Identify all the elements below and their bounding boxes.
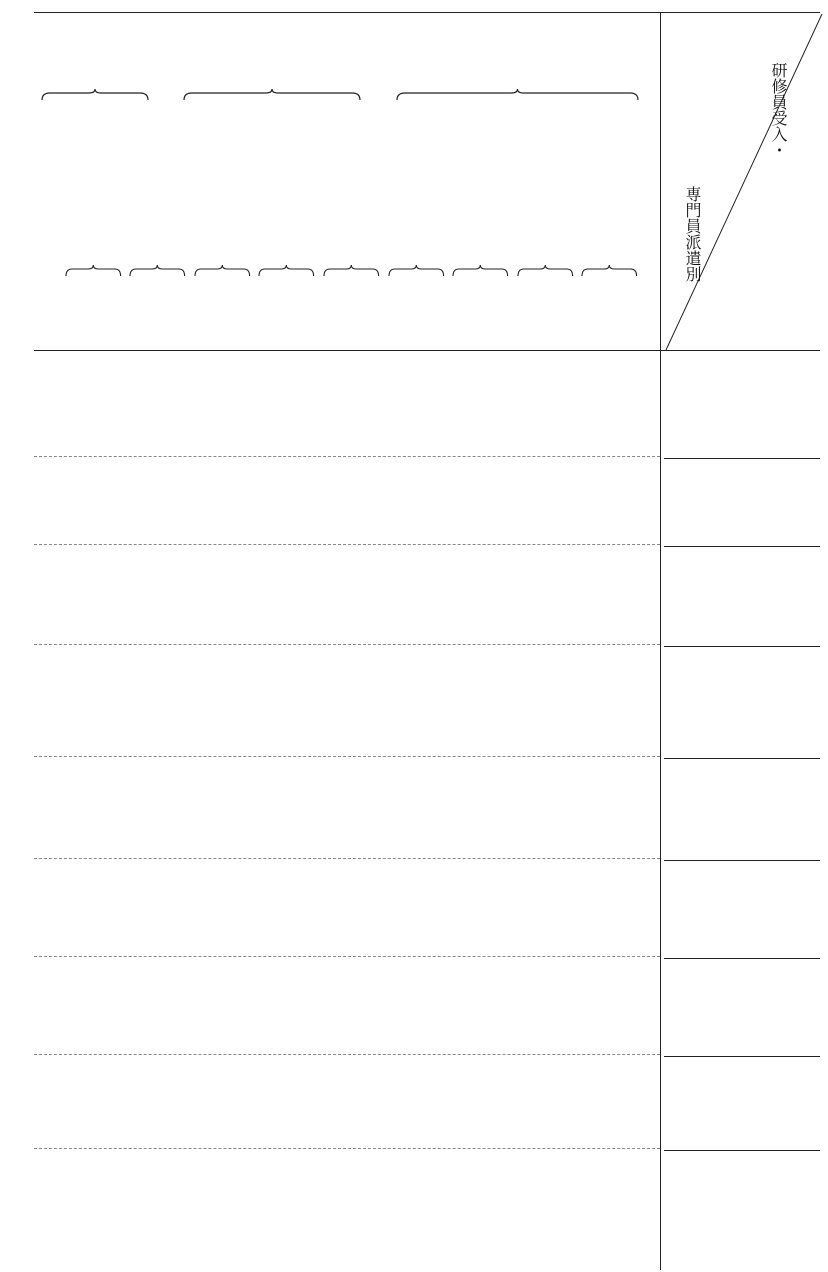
sub-column-brace xyxy=(193,264,252,278)
row-separator xyxy=(34,1054,660,1055)
sub-column-brace xyxy=(322,264,381,278)
sub-column-brace xyxy=(387,264,446,278)
sub-column-brace xyxy=(580,264,639,278)
row-label-separator xyxy=(664,458,820,459)
sub-column-brace xyxy=(516,264,575,278)
diagonal-label-bottom: 専門員派遣別 xyxy=(683,186,702,282)
row-separator xyxy=(34,858,660,859)
group-brace xyxy=(395,88,640,102)
row-separator xyxy=(34,644,660,645)
row-separator xyxy=(34,1148,660,1149)
header-rule xyxy=(34,350,820,351)
row-label-separator xyxy=(664,1150,820,1151)
header-diagonal xyxy=(660,12,828,352)
row-label-separator xyxy=(664,860,820,861)
sub-column-brace xyxy=(257,264,316,278)
sub-column-brace xyxy=(451,264,510,278)
row-separator xyxy=(34,756,660,757)
row-label-separator xyxy=(664,646,820,647)
sub-column-brace xyxy=(128,264,187,278)
row-label-separator xyxy=(664,1056,820,1057)
group-brace xyxy=(40,88,150,102)
row-label-separator xyxy=(664,546,820,547)
row-label-separator xyxy=(664,958,820,959)
row-separator xyxy=(34,456,660,457)
row-separator xyxy=(34,544,660,545)
group-brace xyxy=(182,88,362,102)
row-label-separator xyxy=(664,758,820,759)
sub-column-brace xyxy=(64,264,123,278)
diagonal-label-top: 研修員受入・ xyxy=(769,62,788,158)
row-separator xyxy=(34,956,660,957)
